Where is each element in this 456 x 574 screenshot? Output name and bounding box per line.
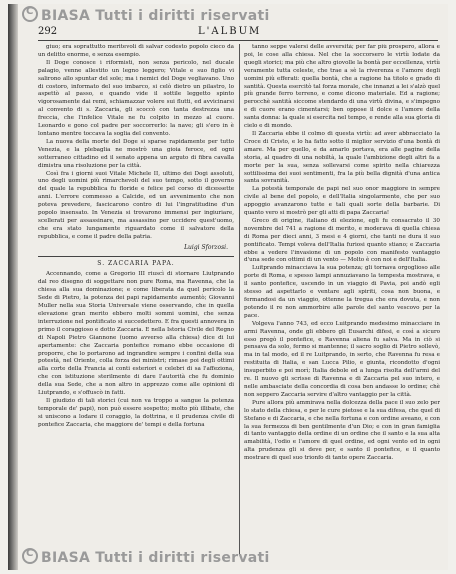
- paragraph: giuo; era soprattutto meritevoli di salvar codesto popolo cieco da un delitto enorme, e senza esempio.: [38, 44, 234, 58]
- page-binding-shadow: [8, 4, 18, 570]
- copyright-icon: [22, 6, 38, 22]
- page-header: [38, 26, 438, 41]
- left-column: [38, 44, 234, 554]
- left-column-text-after: [38, 271, 234, 429]
- paragraph: Il giudizio di tali storici (cui non va troppo a sangue la potenza temporale de' papi), non può essere sospetto; molto più illibate, che si uniscono a lodare il coraggio, la dottrina, e il prudenza civile di pontefice Zaccaria, che maggiore de' tempi e della fortuna: [38, 397, 234, 428]
- watermark-top: CBIASA Tutti i diritti riservati: [22, 6, 270, 24]
- paragraph: Volgeva l'anno 743, ed ecco Luitprando medesimo minacciare in armi Ravenna, onde gli ebbero gli Eusarchi difesi, e così a sicuro esso pregò il pontefice, e Ravenna aliena fu salva. Ma in ciò si pensava da solo, fermo si mantenne; il sacro soglio di Pietro sollevò, ma in tal modo, ed il re Luitprando, in serto, che Ravenna fu resa e restituita di Italia, e san Lucca Pilio, e giunta, ricondotto d'ogni insuperbito e poi morì; Italia debole ed a lunga risolta dell'armi del re. Il nuovo gli scrisse di Ravenna e di Zaccaria pel suo intero, e nelle ambasciate della concordia di cosa ben andasse lo ordine; chè non seppero Zaccaria servire d'altro vantaggio per la città.: [244, 320, 440, 398]
- watermark-bottom: CBIASA Tutti i diritti riservati: [22, 548, 270, 566]
- paragraph: Luitprando minacciava la sua potenza; gli tornava orgoglioso alle porte di Roma, e spesso lampi annuziavano la tempesta mostrava, e il santo pontefice, uscendo in un viaggio di Pavia, poi andò egli stesso ad aspettarlo e ventare agli spiriti, cosa non buona, e fermandosi da un viaggio, ottenne la tregua che era dovuta, e non potendo il re non ammorbire alle parole del santo vescovo per la pace.: [244, 265, 440, 319]
- section-title: S. ZACCARIA PAPA.: [97, 259, 175, 267]
- document-page: [8, 4, 448, 570]
- paragraph: Così fra i giorni suoi Vitale Michele II, ultimo dei Dogi assoluti, uno degli uomini più rimarchevoli del suo tempo, sotto il governo del quale la repubblica fu floride e felice pel corso di dicessette anni. L'errore commesso a Calcide, ed un avvenimento che non poteva prevedere, fascicarono contro di lui l'ingratitudine d'un popolo insensato. In Venezia si trovarono immensi per ingiuriare, scellerati per assassinare, ma assassino per uccidere quest'uomo, che era stato lungamente riguardato come il salvatore della repubblica, e come il padre della patria.: [38, 170, 234, 240]
- paragraph: tanno seppe valersi delle avversità; per far più prospero, allora e poi, le cose alla chiesa. Nel che la soccorsero le virtù lodate da quegli storici; ma più che altro giovolle la bontà per eccellenza, virtù veramente tutta celeste, che trae a sè la riverenza e l'amore degli uomini più efferati: quella bontà, che a ragione ha titolo e grado di santità. Questa esercitò tal forza morale, che innanzi a lei s'alzò quel più grande ferro terreno, e come dicono materiale. Ed a ragione; perocchè santità siccome stendardo di una virtù divina, e s'impegno e di cuore erano cimentarsi; ben oppose il dolce e l'amore della santa donna: la quale si esercita nel tempo, e rende alla sua gloria di cielo e di mondo.: [244, 44, 440, 130]
- page-number: 292: [38, 26, 58, 37]
- right-column-text: [244, 44, 440, 463]
- author-signature: Luigi Sforzosi.: [184, 243, 228, 251]
- column-divider: [239, 44, 240, 554]
- left-column-text-before: [38, 44, 234, 242]
- paragraph: La potestà temporale de papi nel suo onor maggiore in sempre civile al bene del popolo, e dell'Italia singolarmente, che per suo appoggio avanzarono tutte e tali quali sorte della barbarie. Di quanto vero si mostrò per gli atti di papa Zaccaria!: [244, 186, 440, 217]
- journal-title: L'ALBUM: [198, 26, 262, 37]
- paragraph: Greco di origine, italiano di elezione, egli fu consacrato il 30 novembre del 741 a ragione di merito, e moderava di quella chiesa di Roma per dieci anni, 3 mesi e 4 giorni, che tanti ne dura il suo pontificato. Tempi voleva dell'Italia furiosi quanto stiano; e Zaccaria ebbe a vedere l'invasione di un popolo con manifesto vantaggio d'una sede con ottimi di un vento — Molto è con noi e dell'Italia.: [244, 217, 440, 264]
- section-divider: [38, 256, 234, 257]
- paragraph: Pure allora più ammirava nella dolcezza della pace il suo zelo per lo stato della chiesa, e per le cure pietose e la sua difesa, che quel di Stefano e di Zaccaria, e che nella fortuna e con ordine aveano, e con la sua fermezza di ben gentilmente d'un Dio; e con in gran famiglia di tanto vantaggio della ordine di un ordine che il santo e la sua alta amabilità, l'odio e l'amore di quel ordine, ed ogni vento ed in ogni alta prudenza gli si deve per, e santo il pontefice, e il quanto mostrare di quel suo trionfo di tante opere Zaccaria.: [244, 399, 440, 462]
- paragraph: Il Doge conosce i riformisti, non senza pericolo, nel ducale palagio, venne allestito un legno leggero; Vitale e suo figlio vi salirono allo spuntar del sole; ma i nemici del Doge vegliavano. Uno di costoro, informato del suo imbarco, si celò dietro un pilastro, lo aspettò al passo, e quando vide il sottile leggetto spinto vigorosamente dai remi, schiamazzar volere sui flutti, ed avvicinarsi al convento di s. Zaccaria, gli scoccò con tanta destrezza una freccia, che l'infelice Vitale ne fu colpito in mezzo al cuore. Leonardo e gono col padre per soccorrerlo: la nave; gli s'ero in è lontano mentre toccava la soglia del convento.: [38, 59, 234, 137]
- copyright-icon: [22, 548, 38, 564]
- paragraph: Il Zaccaria ebbe il colmo di questa virtù: ad aver abbracciato la Croce di Cristo, e lo ha fatto sotto il miglior servizio d'una bontà di amare. Ma per quello, e da amarlo portava, era alle pagine della storia, al quadro di una nobiltà, la quale l'ambizione degli altri fa a morte per la sua, senza sollevarsi come spirito nella chiarezza sottilissima dei suoi sentimenti, fra la più bella dignità d'una antica santa sovranità.: [244, 130, 440, 185]
- paragraph: Accennando, come a Gregorio III riuscì di stornare Liutprando dal reo disegno di soggettare non pure Roma, ma Ravenna, che la chiesa alla sua dominazione; e come liberata da quel pericolo la Sede di Pietro, la potenza dei papi rapidamente aumentò; Giovanni Muller nella sua Storia Universale viene osservando, che in quella elevazione gran merito ebbero molti sommi uomini, che senza interruzione nel pontificato si succedettero. E fra questi annovera in primo il coraggioso e dotto Zaccaria. E nella Istoria Civile del Regno di Napoli Pietro Giannone (uomo avverso alla chiesa) dice di lui apertamente: che Zaccaria pontefice romano ebbe occasione di proporre, che lo portarono ad ingrandire sempre i confini della sua potestà, nel Oriente, colla forza dei ministri; rimase poi degli ottimi alla corte della Francia ai conti esteriori e celebri di sa l'affeziona, che con istituzione sterilmente di dare l'autorità che fu dominio della sua Sede, che a non altro in apprezzo come alle opinioni di Liutprando, e s'offuscò in fatti.: [38, 271, 234, 397]
- paragraph: La nuova della morte del Doge si sparse rapidamente per tutto Venezia, e la plebaglia ne mostrò una gioia feroce, ed ogni sotterraneo cittadino ed il senato appena un arguto di fibra cavalla dimistra una risoluzione per la città.: [38, 138, 234, 169]
- right-column: [244, 44, 440, 554]
